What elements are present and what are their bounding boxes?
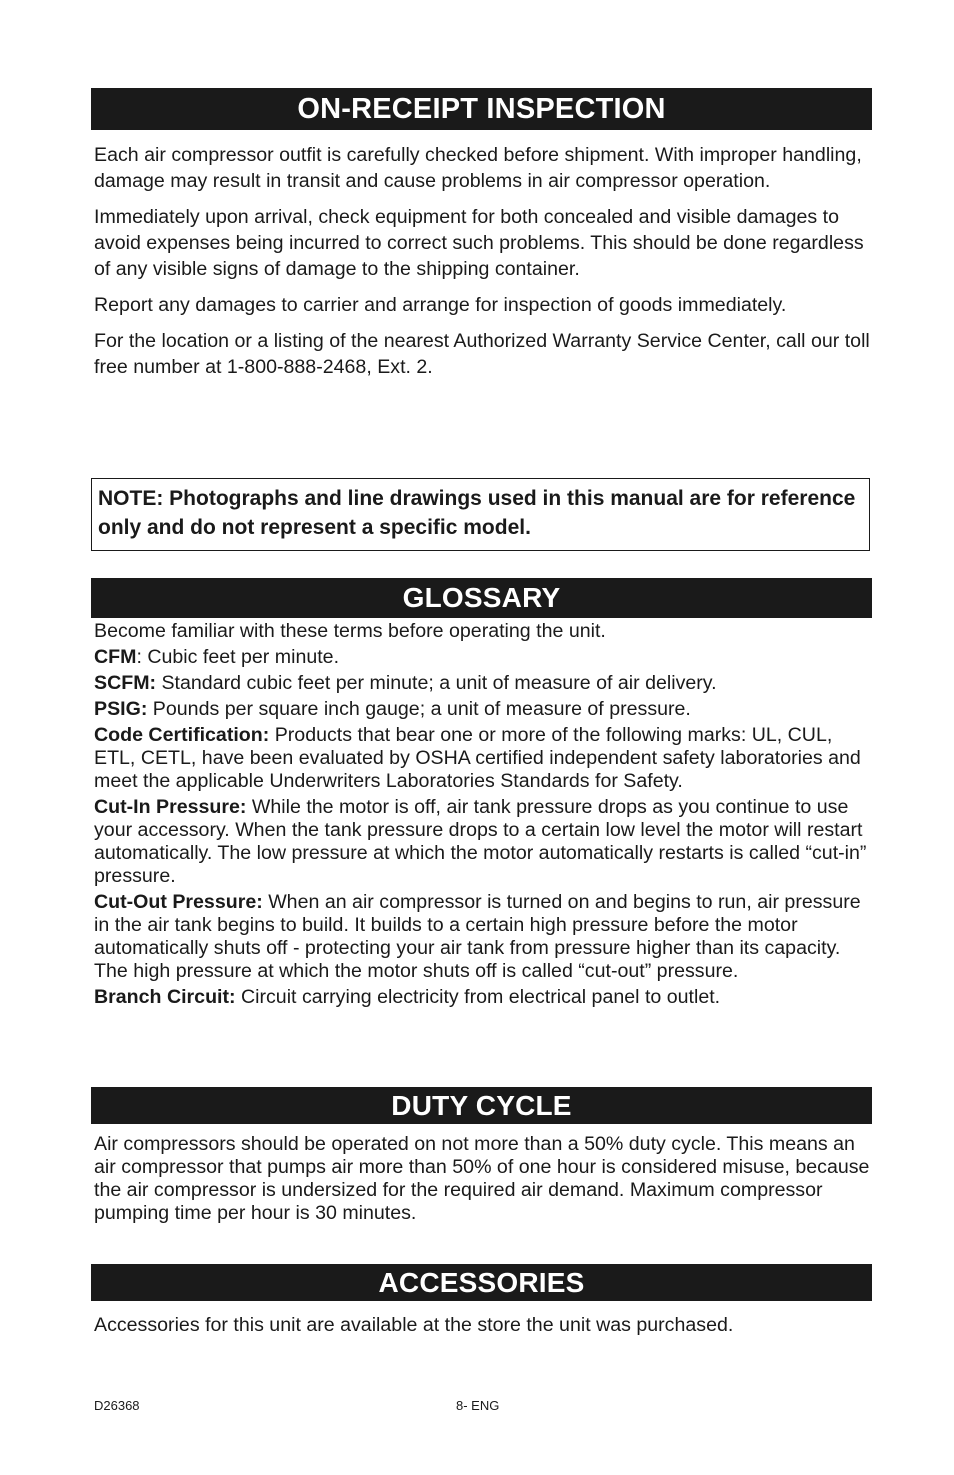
accessories-heading: ACCESSORIES (91, 1264, 872, 1301)
note-box (91, 478, 870, 551)
glossary-definition: While the motor is off, air tank pressure drops as you continue to use your accessory. When the tank pressure drops to a certain low level the motor will restart automatically. The low pressure at which the motor automatically restarts is called “cut-in” pressure. (94, 796, 867, 887)
glossary-term: Cut-Out Pressure: (94, 891, 263, 913)
glossary-item-code-certification (94, 724, 870, 793)
note-text: NOTE: Photographs and line drawings used in this manual are for reference only and do not represent a specific model. (98, 487, 856, 539)
inspection-paragraph: Report any damages to carrier and arrange for inspection of goods immediately. (94, 294, 787, 316)
glossary-term: SCFM: (94, 672, 157, 694)
glossary-term: Cut-In Pressure: (94, 796, 247, 818)
glossary-intro: Become familiar with these terms before operating the unit. (94, 620, 606, 642)
glossary-term: PSIG: (94, 698, 148, 720)
glossary-item-scfm (94, 672, 870, 695)
glossary-term: Branch Circuit: (94, 986, 236, 1008)
glossary-definition: When an air compressor is turned on and begins to run, air pressure in the air tank begins to build. It builds to a certain high pressure before the motor automatically shuts off - protecting your air tank from pressure higher than its capacity. The high pressure at which the motor shuts off is called “cut-out” pressure. (94, 891, 861, 982)
glossary-definition: Pounds per square inch gauge; a unit of measure of pressure. (147, 698, 691, 720)
duty-cycle-text: Air compressors should be operated on not more than a 50% duty cycle. This means an air compressor that pumps air more than 50% of one hour is considered misuse, because the air compressor is undersized for the required air demand. Maximum compressor pumping time per hour is 30 minutes. (94, 1133, 870, 1224)
glossary-item-psig (94, 698, 870, 721)
footer-doc-number: D26368 (94, 1398, 140, 1413)
inspection-paragraph: Each air compressor outfit is carefully checked before shipment. With improper handling, damage may result in transit and cause problems in air compressor operation. (94, 144, 862, 192)
inspection-paragraph: Immediately upon arrival, check equipment for both concealed and visible damages to avoid expenses being incurred to correct such problems. This should be done regardless of any visible signs of damage to the shipping container. (94, 206, 864, 280)
glossary-term: CFM (94, 646, 137, 668)
duty-cycle-heading: DUTY CYCLE (91, 1087, 872, 1124)
glossary-heading: GLOSSARY (91, 578, 872, 618)
glossary-definition: Standard cubic feet per minute; a unit of measure of air delivery. (156, 672, 717, 694)
accessories-text: Accessories for this unit are available at the store the unit was purchased. (94, 1314, 734, 1336)
glossary-term: Code Certification: (94, 724, 270, 746)
accessories-body (94, 1314, 870, 1337)
glossary-item-branch-circuit (94, 986, 870, 1009)
glossary-definition: Products that bear one or more of the following marks: UL, CUL, ETL, CETL, have been evaluated by OSHA certified independent safety laboratories and meet the applicable Underwriters Laboratories Standards for Safety. (94, 724, 861, 792)
glossary-body (94, 620, 870, 1012)
glossary-item-cut-in-pressure (94, 796, 870, 888)
footer-page-number: 8- ENG (456, 1398, 500, 1413)
inspection-body (94, 142, 870, 390)
inspection-paragraph: For the location or a listing of the nearest Authorized Warranty Service Center, call our toll free number at 1-800-888-2468, Ext. 2. (94, 330, 870, 378)
duty-cycle-body (94, 1133, 870, 1225)
glossary-definition: Circuit carrying electricity from electrical panel to outlet. (235, 986, 721, 1008)
inspection-heading: ON-RECEIPT INSPECTION (91, 88, 872, 130)
glossary-definition: : Cubic feet per minute. (136, 646, 340, 668)
glossary-item-cfm (94, 646, 870, 669)
glossary-item-cut-out-pressure (94, 891, 870, 983)
